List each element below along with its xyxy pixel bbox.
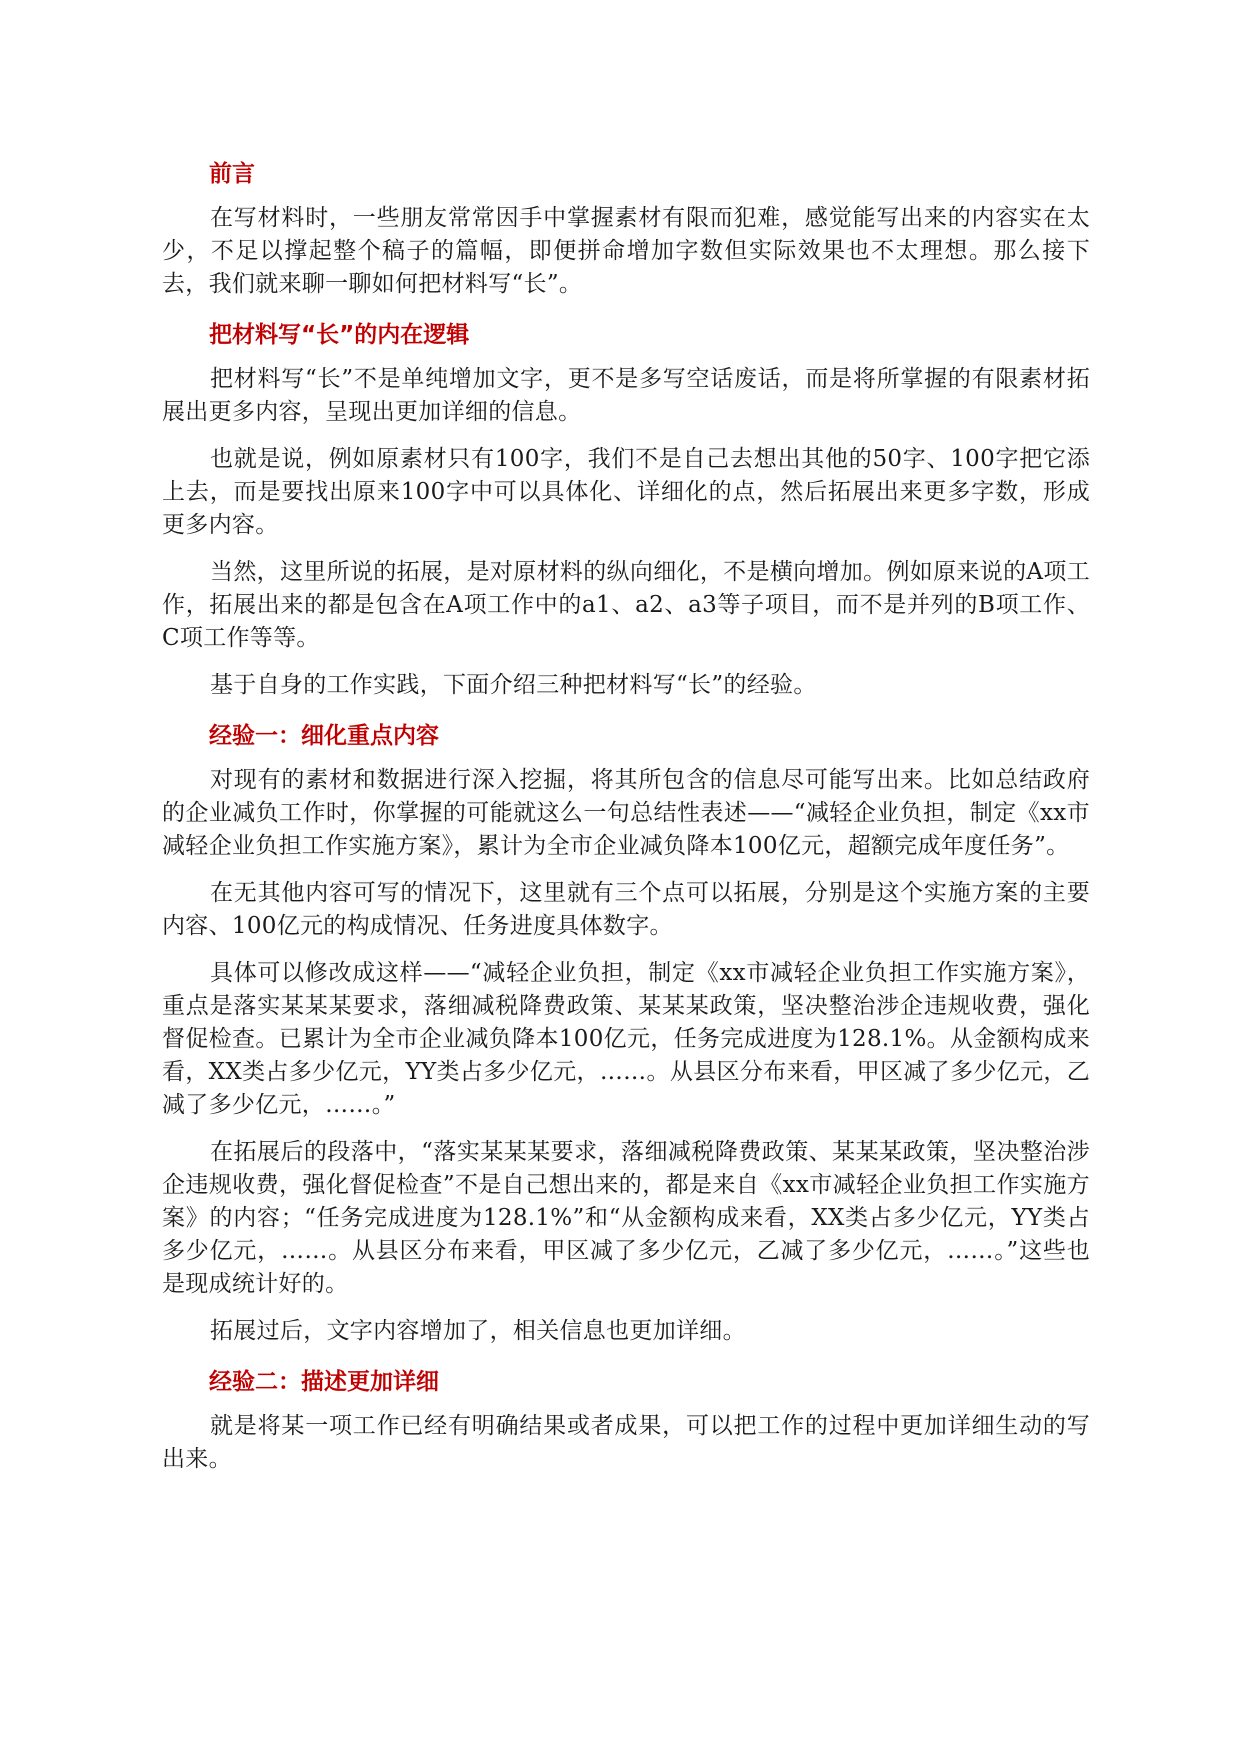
section-heading-preface: 前言 <box>209 161 255 187</box>
paragraph: 对现有的素材和数据进行深入挖掘，将其所包含的信息尽可能写出来。比如总结政府的企业减负工作时，你掌握的可能就这么一句总结性表述——“减轻企业负担，制定《xx市减轻企业负担工作实施方案》，累计为全市企业减负降本100亿元，超额完成年度任务”。 <box>162 767 1090 859</box>
section-heading-inner-logic: 把材料写“长”的内在逻辑 <box>209 322 470 348</box>
paragraph: 在拓展后的段落中，“落实某某某要求，落细减税降费政策、某某某政策，坚决整治涉企违规收费，强化督促检查”不是自己想出来的，都是来自《xx市减轻企业负担工作实施方案》的内容；“任务完成进度为128.1%”和“从金额构成来看，XX类占多少亿元，YY类占多少亿元，……。从县区分布来看，甲区减了多少亿元，乙减了多少亿元，……。”这些也是现成统计好的。 <box>162 1139 1090 1297</box>
paragraph: 当然，这里所说的拓展，是对原材料的纵向细化，不是横向增加。例如原来说的A项工作，拓展出来的都是包含在A项工作中的a1、a2、a3等子项目，而不是并列的B项工作、C项工作等等。 <box>162 559 1090 651</box>
section-heading-experience-two: 经验二：描述更加详细 <box>209 1369 439 1395</box>
paragraph: 在写材料时，一些朋友常常因手中掌握素材有限而犯难，感觉能写出来的内容实在太少，不足以撑起整个稿子的篇幅，即便拼命增加字数但实际效果也不太理想。那么接下去，我们就来聊一聊如何把材料写“长”。 <box>162 205 1090 297</box>
paragraph: 基于自身的工作实践，下面介绍三种把材料写“长”的经验。 <box>210 672 817 698</box>
paragraph: 也就是说，例如原素材只有100字，我们不是自己去想出其他的50字、100字把它添上去，而是要找出原来100字中可以具体化、详细化的点，然后拓展出来更多字数，形成更多内容。 <box>162 446 1090 538</box>
paragraph: 拓展过后，文字内容增加了，相关信息也更加详细。 <box>210 1318 746 1344</box>
paragraph: 在无其他内容可写的情况下，这里就有三个点可以拓展，分别是这个实施方案的主要内容、100亿元的构成情况、任务进度具体数字。 <box>162 880 1090 939</box>
paragraph: 把材料写“长”不是单纯增加文字，更不是多写空话废话，而是将所掌握的有限素材拓展出更多内容，呈现出更加详细的信息。 <box>162 366 1090 425</box>
section-heading-experience-one: 经验一：细化重点内容 <box>209 723 439 749</box>
document-page <box>162 158 1090 1476</box>
paragraph: 就是将某一项工作已经有明确结果或者成果，可以把工作的过程中更加详细生动的写出来。 <box>162 1413 1090 1472</box>
paragraph: 具体可以修改成这样——“减轻企业负担，制定《xx市减轻企业负担工作实施方案》，重点是落实某某某要求，落细减税降费政策、某某某政策，坚决整治涉企违规收费，强化督促检查。已累计为全市企业减负降本100亿元，任务完成进度为128.1%。从金额构成来看，XX类占多少亿元，YY类占多少亿元，……。从县区分布来看，甲区减了多少亿元，乙减了多少亿元，……。” <box>162 960 1090 1118</box>
